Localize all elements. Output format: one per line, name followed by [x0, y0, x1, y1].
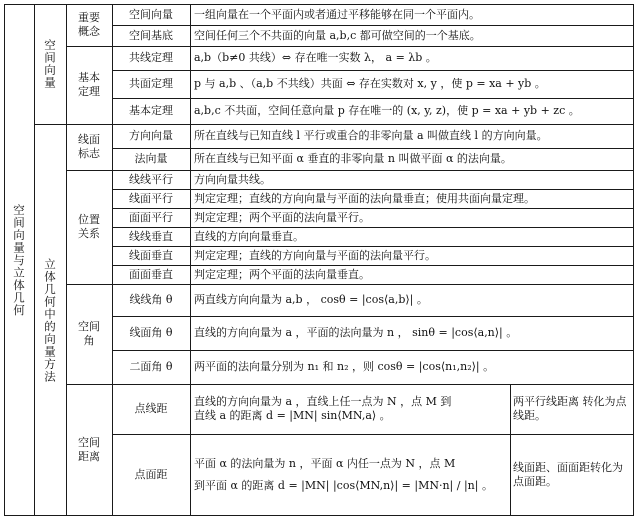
item-name: 共线定理	[129, 51, 173, 64]
item-desc: 直线的方向向量为 a ，平面的法向量为 n ， sinθ = |cos⟨a,n⟩| 。	[194, 326, 518, 339]
divider	[112, 189, 634, 190]
divider	[190, 4, 191, 516]
group-label-cell	[66, 384, 112, 516]
item-desc: p 与 a,b 、（a,b 不共线）共面 ⇔ 存在实数对 x, y ，使 p = xa + yb 。	[194, 77, 546, 90]
group-label-cell	[66, 4, 112, 46]
item-desc: 所在直线与已知平面 α 垂直的非零向量 n 叫做平面 α 的法向量。	[194, 152, 512, 165]
divider	[112, 434, 634, 435]
item-name: 线线角 θ	[129, 293, 173, 306]
item-name: 面面平行	[129, 210, 173, 224]
item-desc: a,b,c 不共面，空间任意向量 p 存在唯一的 (x, y, z)，使 p = xa + yb + zc 。	[194, 104, 580, 117]
item-desc: 判定定理；直线的方向向量与平面的法向量垂直；使用共面向量定理。	[194, 191, 535, 205]
group-label: 重要概念	[78, 11, 100, 38]
item-desc: a,b（b≠0 共线）⇔ 存在唯一实数 λ， a = λb 。	[194, 51, 437, 64]
divider	[112, 70, 634, 71]
border-top	[4, 4, 634, 5]
divider	[112, 4, 113, 516]
item-name: 面面垂直	[129, 267, 173, 281]
group-label: 空间距离	[78, 436, 100, 463]
item-name: 法向量	[134, 152, 168, 165]
item-desc: 一组向量在一个平面内或者通过平移能够在同一个平面内。	[194, 7, 480, 21]
item-desc: 所在直线与已知直线 l 平行或重合的非零向量 a 叫做直线 l 的方向向量。	[194, 129, 548, 142]
outer-label-cell	[4, 4, 34, 516]
section-label-methods: 立体几何中的向量方法	[43, 257, 57, 383]
divider	[112, 208, 634, 209]
outer-label: 空间向量与立体几何	[12, 203, 26, 317]
section-label-cell	[34, 124, 66, 516]
item-name: 线线垂直	[129, 229, 173, 243]
item-name: 线面垂直	[129, 248, 173, 262]
item-desc: 两直线方向向量为 a,b ， cosθ = |cos⟨a,b⟩| 。	[194, 293, 428, 306]
border-right	[633, 4, 634, 516]
item-desc: 判定定理；直线的方向向量与平面的法向量平行。	[194, 248, 436, 262]
group-label: 空间角	[78, 320, 100, 347]
border-left	[4, 4, 5, 516]
divider	[510, 384, 511, 516]
item-name: 点线距	[134, 402, 168, 415]
item-name: 线线平行	[129, 172, 173, 186]
item-name: 线面角 θ	[129, 326, 173, 339]
divider	[112, 350, 634, 351]
group-label-cell	[66, 46, 112, 124]
divider	[66, 284, 634, 285]
group-label-cell	[66, 284, 112, 384]
item-name: 空间基底	[129, 28, 173, 42]
item-desc: 平面 α 的法向量为 n ，平面 α 内任一点为 N ，点 M 到平面 α 的距离 d = |MN| |cos⟨MN,n⟩| = |MN·n| / |n| 。	[194, 457, 493, 492]
divider	[112, 148, 634, 149]
item-note: 两平行线距离 转化为点线距。	[513, 395, 627, 422]
divider	[66, 170, 634, 171]
divider	[112, 316, 634, 317]
divider	[34, 124, 634, 125]
item-name: 共面定理	[129, 77, 173, 90]
divider	[112, 246, 634, 247]
item-name: 空间向量	[129, 7, 173, 21]
item-desc: 直线的方向向量为 a ，直线上任一点为 N ，点 M 到 直线 a 的距离 d = |MN| sin⟨MN,a⟩ 。	[194, 395, 452, 422]
item-desc: 判定定理；两个平面的法向量平行。	[194, 210, 370, 224]
summary-table	[4, 4, 634, 516]
item-note: 线面距、面面距转化为点面距。	[513, 461, 623, 488]
group-label-cell	[66, 124, 112, 170]
divider	[112, 227, 634, 228]
item-desc: 两平面的法向量分别为 n₁ 和 n₂ ，则 cosθ = |cos⟨n₁,n₂⟩| 。	[194, 360, 495, 373]
divider	[66, 46, 634, 47]
section-label-vectors: 空间向量	[43, 39, 57, 89]
divider	[112, 25, 634, 26]
item-name: 线面平行	[129, 191, 173, 205]
border-bottom	[4, 515, 634, 516]
item-name: 二面角 θ	[129, 360, 173, 373]
item-desc: 判定定理；两个平面的法向量垂直。	[194, 267, 370, 281]
group-label: 基本定理	[78, 71, 100, 98]
item-desc: 方向向量共线。	[194, 172, 271, 186]
item-name: 点面距	[134, 468, 168, 481]
group-label: 位置关系	[78, 213, 100, 240]
divider	[112, 98, 634, 99]
divider	[34, 4, 35, 516]
item-desc: 空间任何三个不共面的向量 a,b,c 都可做空间的一个基底。	[194, 28, 481, 42]
group-label-cell	[66, 170, 112, 284]
item-name: 基本定理	[129, 104, 173, 117]
section-label-cell	[34, 4, 66, 124]
divider	[112, 265, 634, 266]
divider	[66, 4, 67, 516]
item-name: 方向向量	[129, 129, 173, 142]
item-desc: 直线的方向向量垂直。	[194, 229, 304, 243]
group-label: 线面标志	[78, 133, 100, 160]
divider	[66, 384, 634, 385]
